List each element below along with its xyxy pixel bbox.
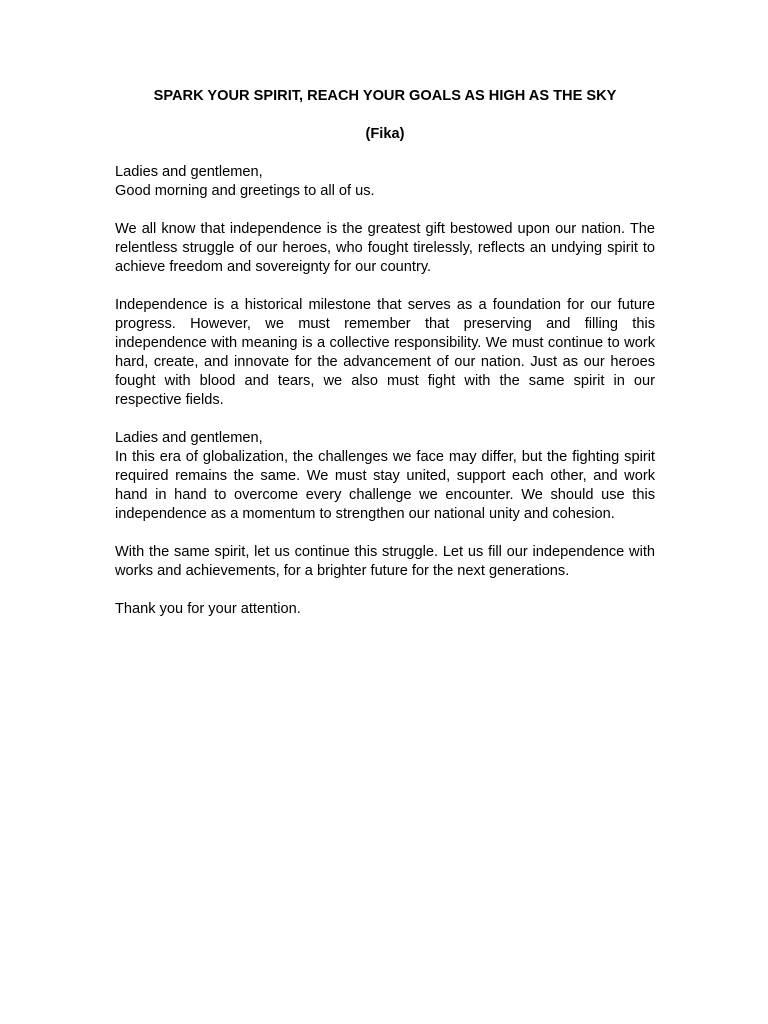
paragraph-2: Independence is a historical milestone that serves as a foundation for our future progress. However, we must remember that preserving and filling this independence with meaning is a collective responsibility. We must continue to work hard, create, and innovate for the advancement of our nation. Just as our heroes fought with blood and tears, we also must fight with the same spirit in our respective fields.: [115, 297, 655, 408]
paragraph-3-salutation: Ladies and gentlemen,: [115, 430, 263, 446]
document-content: [115, 87, 655, 619]
document-title: SPARK YOUR SPIRIT, REACH YOUR GOALS AS HIGH AS THE SKY: [153, 88, 617, 104]
greeting-paragraph: [115, 163, 655, 201]
paragraph-4: With the same spirit, let us continue this struggle. Let us fill our independence with works and achievements, for a brighter future for the next generations.: [115, 544, 655, 579]
greeting-salutation: Ladies and gentlemen,: [115, 164, 263, 180]
paragraph-3-text: In this era of globalization, the challenges we face may differ, but the fighting spirit required remains the same. We must stay united, support each other, and work hand in hand to overcome every challenge we encounter. We should use this independence as a momentum to strengthen our national unity and cohesion.: [115, 449, 655, 522]
paragraph-1: We all know that independence is the greatest gift bestowed upon our nation. The relentless struggle of our heroes, who fought tirelessly, reflects an undying spirit to achieve freedom and sovereignty for our country.: [115, 221, 655, 275]
paragraph-3: [115, 429, 655, 524]
document-author: (Fika): [365, 126, 405, 142]
greeting-line: Good morning and greetings to all of us.: [115, 183, 375, 199]
closing-line: Thank you for your attention.: [115, 601, 301, 617]
